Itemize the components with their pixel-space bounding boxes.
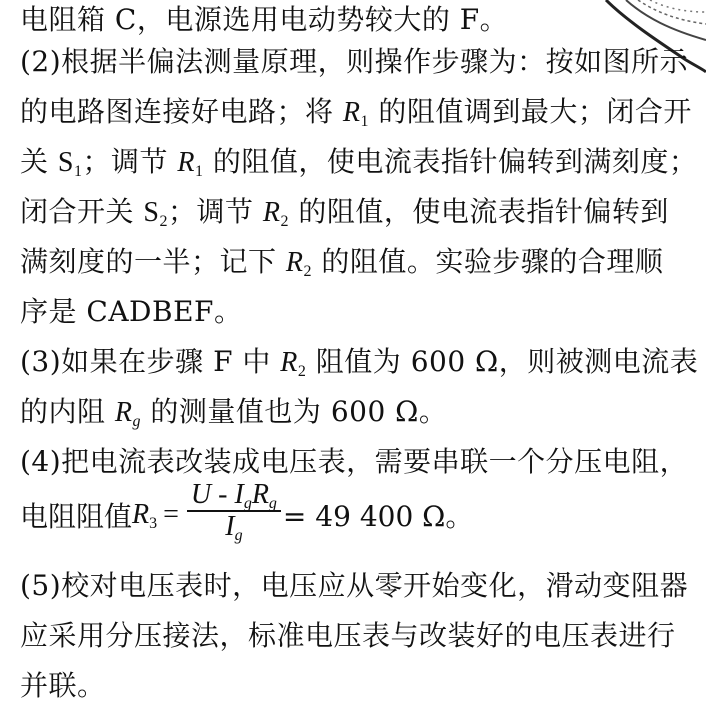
symbol-s2-sub: 2 — [159, 213, 168, 230]
symbol-r3-sub: 3 — [149, 515, 158, 532]
text-line-4 — [20, 142, 697, 182]
line-5-part-b: ；调节 — [167, 195, 263, 228]
symbol-s1-sub: 1 — [73, 163, 83, 180]
line-4-part-b: ；调节 — [82, 145, 178, 178]
symbol-s2 — [143, 197, 168, 228]
line-11-part-a: 电阻阻值 — [20, 500, 133, 533]
symbol-r1-base: R — [342, 97, 361, 128]
symbol-r1-b — [177, 147, 203, 178]
symbol-ig-den-base: I — [225, 511, 235, 542]
symbol-ig-den-sub: g — [234, 527, 243, 544]
symbol-rg-sub: g — [132, 413, 142, 430]
text-line-2 — [20, 42, 688, 82]
symbol-r1-sub: 1 — [360, 113, 370, 130]
symbol-r2-c-base: R — [280, 347, 298, 378]
symbol-s2-base: S — [143, 197, 160, 228]
line-5-part-a: 闭合开关 — [20, 195, 144, 228]
text-line-13 — [20, 616, 676, 656]
text-line-12 — [20, 566, 688, 606]
symbol-rg — [115, 397, 141, 428]
symbol-r2-b-base: R — [285, 247, 304, 278]
symbol-r2-c — [280, 347, 306, 378]
symbol-r2-b-sub: 2 — [303, 263, 313, 280]
line-3-part-a: 的电路图连接好电路；将 — [20, 95, 343, 128]
symbol-rg-num-base: R — [251, 479, 269, 510]
symbol-r2-base: R — [262, 197, 281, 228]
symbol-s1-base: S — [57, 147, 74, 178]
line-8-part-a: (3)如果在步骤 F 中 — [20, 345, 281, 378]
line-4-part-c: 的阻值，使电流表指针偏转到满刻度； — [203, 145, 698, 178]
symbol-r1-b-base: R — [177, 147, 195, 178]
text-line-11-equation — [20, 480, 473, 550]
line-12-text: (5)校对电压表时，电压应从零开始变化，滑动变阻器 — [20, 569, 689, 602]
symbol-r3 — [132, 499, 157, 531]
symbol-rg-base: R — [114, 397, 133, 428]
line-13-text: 应采用分压接法，标准电压表与改装好的电压表进行 — [20, 619, 676, 652]
line-5-part-c: 的阻值，使电流表指针偏转到 — [289, 195, 669, 228]
line-8-part-b: 阻值为 600 Ω，则被测电流表 — [306, 345, 699, 378]
symbol-s1 — [58, 147, 83, 178]
symbol-r2 — [263, 197, 289, 228]
symbol-r2-sub: 2 — [280, 213, 289, 230]
line-14-text: 并联。 — [20, 669, 106, 702]
text-line-7 — [20, 292, 242, 332]
equals-sign: = — [163, 499, 179, 530]
line-4-part-a: 关 — [20, 145, 58, 178]
text-line-9 — [20, 392, 447, 432]
symbol-r1-b-sub: 1 — [195, 163, 204, 180]
minus-sign: - — [211, 479, 235, 510]
text-line-14 — [20, 666, 106, 706]
symbol-r1 — [343, 97, 369, 128]
fraction-denominator — [187, 512, 281, 542]
text-line-3 — [20, 92, 692, 132]
symbol-r2-b — [286, 247, 312, 278]
line-9-part-a: 的内阻 — [20, 395, 115, 428]
line-3-part-b: 的阻值调到最大；闭合开 — [369, 95, 692, 128]
symbol-r3-base: R — [132, 499, 150, 530]
line-6-part-b: 的阻值。实验步骤的合理顺 — [312, 245, 664, 278]
text-line-1 — [20, 0, 508, 40]
fraction-numerator — [187, 480, 281, 512]
fraction — [187, 480, 281, 542]
line-10-text: (4)把电流表改装成电压表，需要串联一个分压电阻， — [20, 445, 689, 478]
text-line-5 — [20, 192, 669, 232]
text-line-6 — [20, 242, 663, 282]
line-9-part-b: 的测量值也为 600 Ω。 — [141, 395, 448, 428]
line-6-part-a: 满刻度的一半；记下 — [20, 245, 286, 278]
symbol-rg-num-sub: g — [268, 495, 277, 512]
symbol-ig-num-sub: g — [243, 495, 252, 512]
text-line-10 — [20, 442, 688, 482]
line-7-text: 序是 CADBEF。 — [20, 295, 243, 328]
symbol-ig-num-base: I — [234, 479, 244, 510]
line-11-part-b: = 49 400 Ω。 — [282, 500, 474, 533]
symbol-u: U — [190, 479, 212, 510]
symbol-r2-c-sub: 2 — [297, 363, 307, 380]
text-line-8 — [20, 342, 698, 382]
line-1-text: 电阻箱 C，电源选用电动势较大的 F。 — [20, 3, 509, 36]
line-2-text: (2)根据半偏法测量原理，则操作步骤为：按如图所示 — [20, 45, 689, 78]
